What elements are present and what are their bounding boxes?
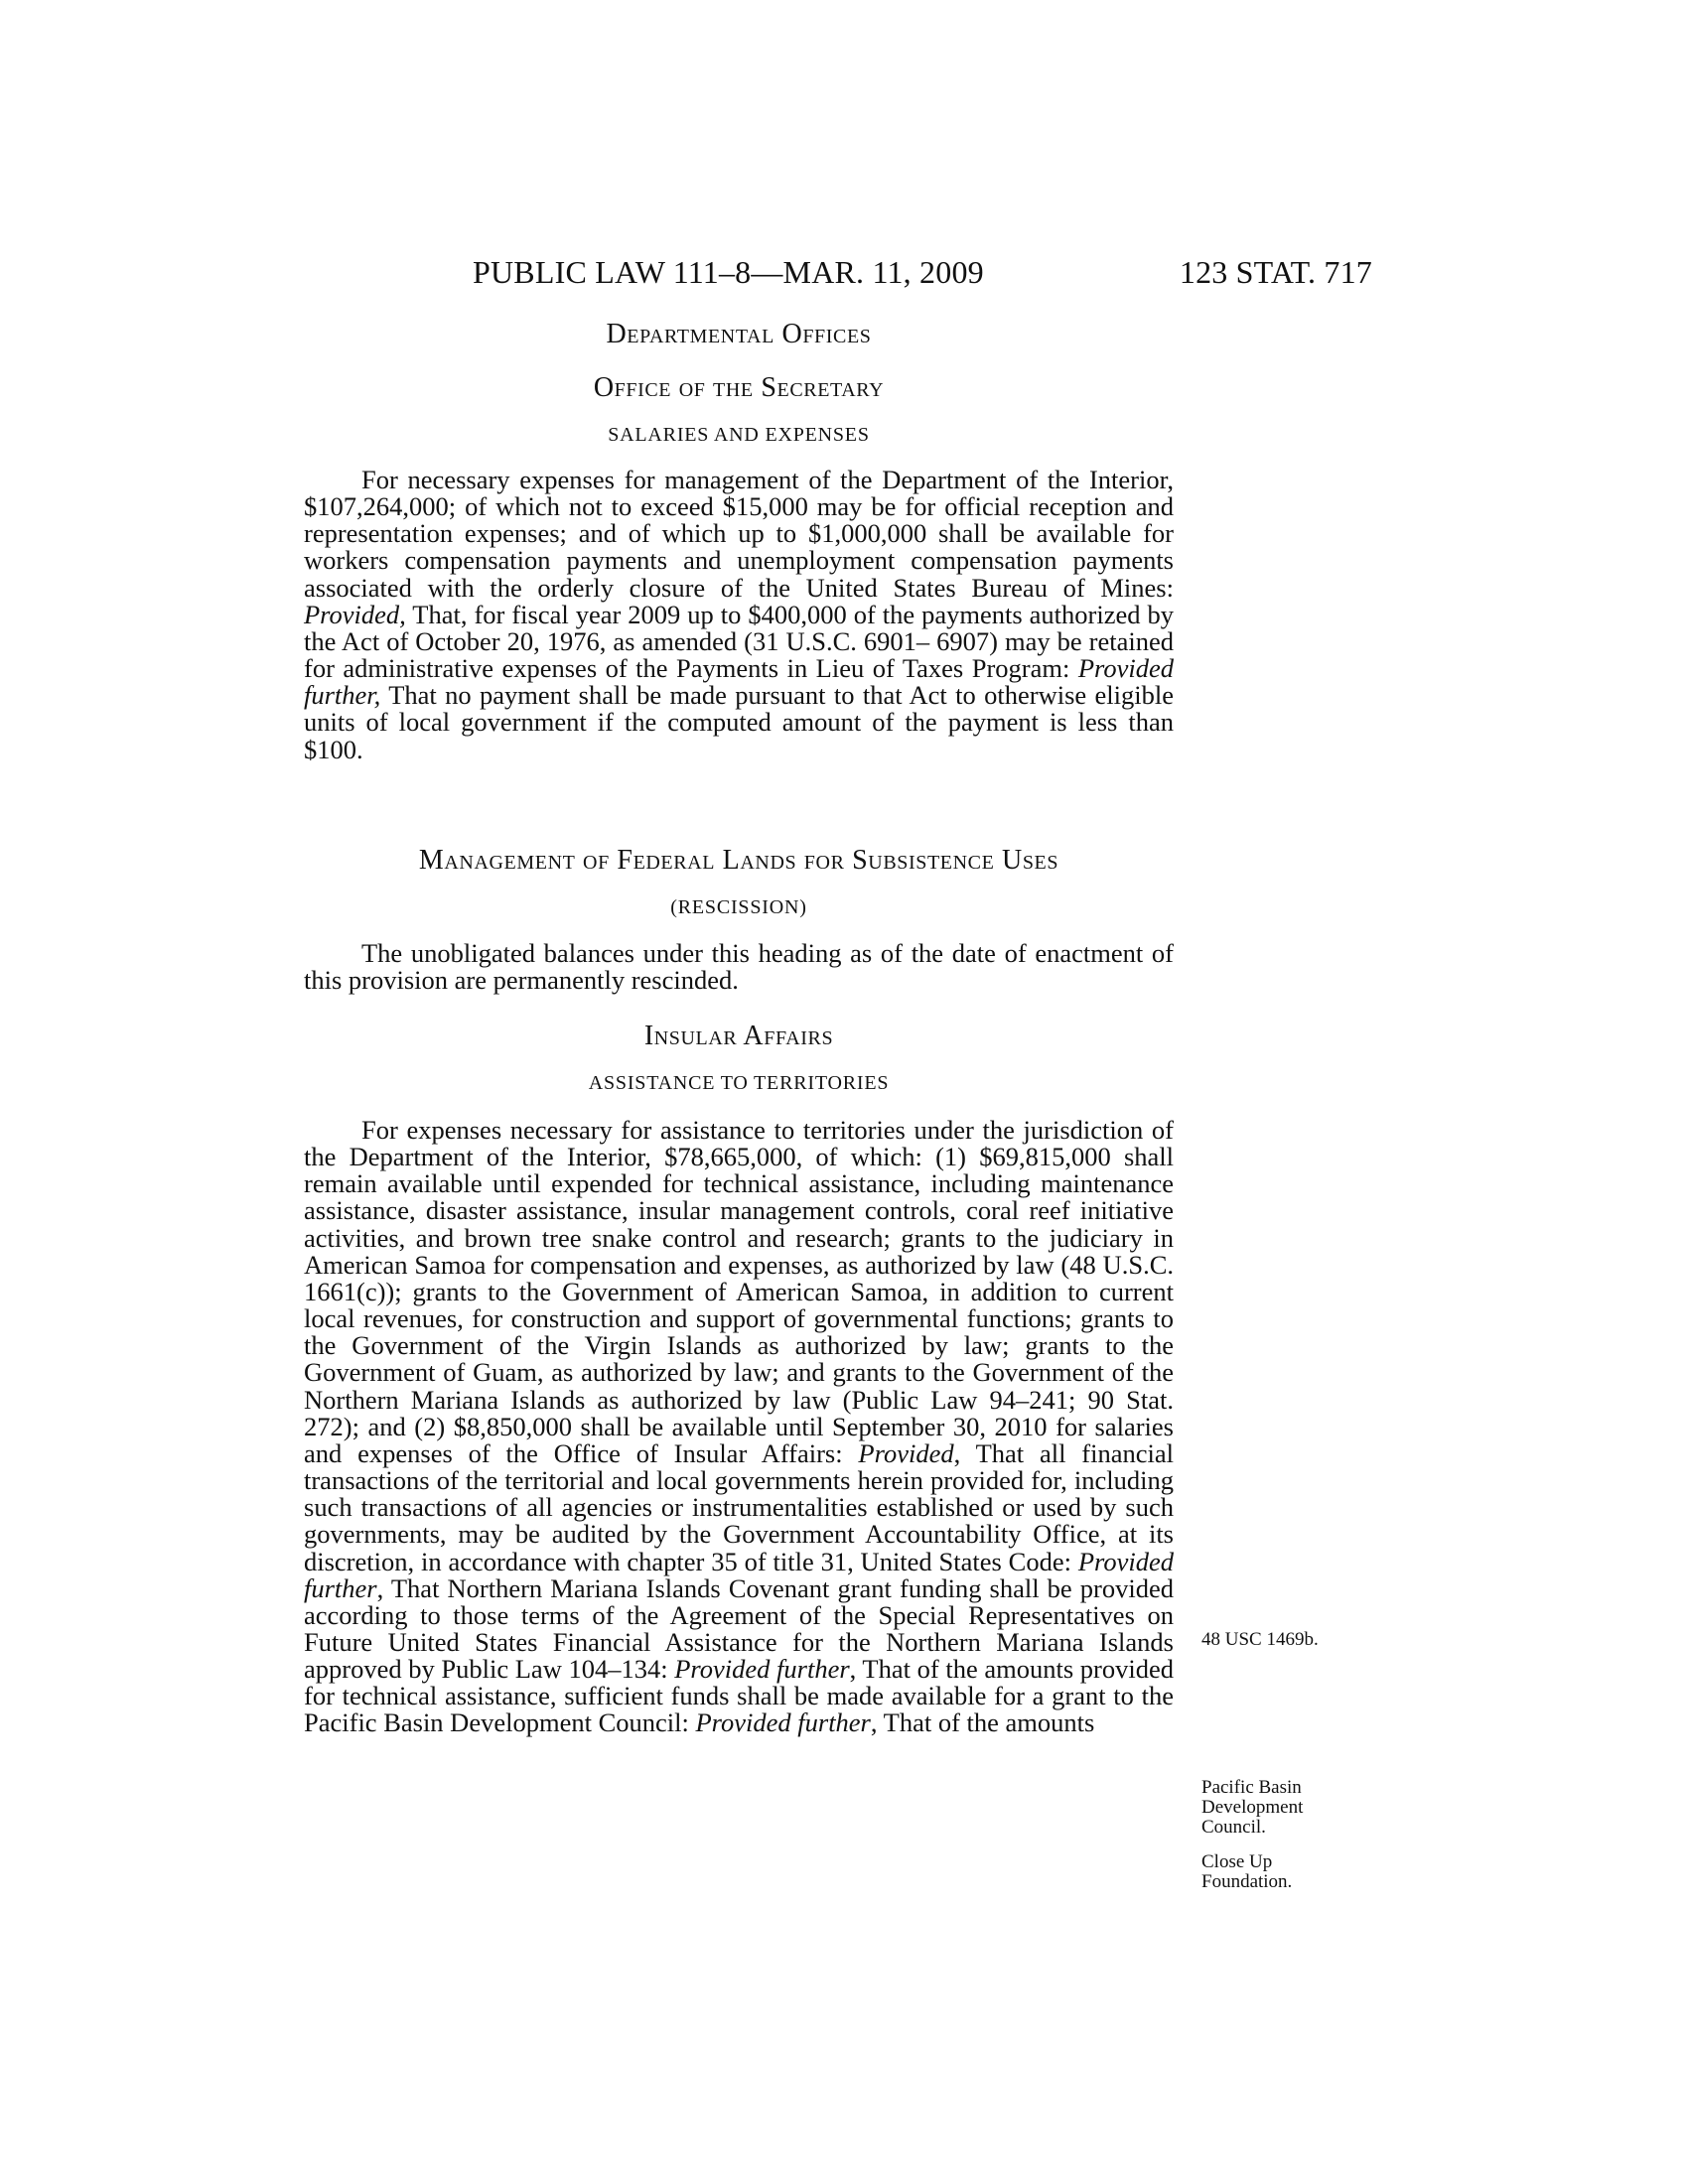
heading-departmental-offices: Departmental Offices	[606, 319, 872, 349]
paragraph-rescission: The unobligated balances under this heading as of the date of enactment of this provision are permanently rescinded.	[304, 938, 1174, 996]
proviso-italic: Provided further	[304, 1546, 1174, 1603]
paragraph-text: , That all financial transactions of the territorial and local governments herein provided for, including such transactions of all agencies or instrumentalities established or used by such governments, may be audited by the Government Accountability Office, at its discretion, in accordance with chapter 35 of title 31, United States Code:	[304, 1437, 1174, 1576]
proviso-italic: Provided	[858, 1437, 954, 1468]
heading-rescission: (RESCISSION)	[670, 896, 807, 918]
heading-salaries-and-expenses: SALARIES AND EXPENSES	[608, 424, 870, 446]
paragraph-text: That no payment shall be made pursuant to that Act to otherwise eligible units of local government if the computed amount of the payment is less than $100.	[304, 680, 1174, 764]
proviso-italic: Provided further	[674, 1654, 850, 1685]
proviso-italic: Provided further,	[304, 653, 1174, 711]
heading-office-of-the-secretary: Office of the Secretary	[593, 372, 885, 403]
paragraph-text: , That of the amounts	[870, 1707, 1095, 1738]
proviso-italic: Provided,	[304, 599, 406, 629]
paragraph-assistance-to-territories	[304, 1117, 1174, 1737]
margin-note-pacific-basin: Pacific Basin Development Council.	[1201, 1777, 1304, 1838]
paragraph-text: That, for fiscal year 2009 up to $400,000 of the payments authorized by the Act of October 20, 1976, as amended (31 U.S.C. 6901– 6907) may be retained for administrative expenses of the Payments in Lieu of Taxes Program:	[304, 599, 1174, 684]
paragraph-salaries-and-expenses	[304, 467, 1174, 763]
paragraph-text: , That Northern Mariana Islands Covenant grant funding shall be provided according to those terms of the Agreement of the Special Representatives on Future United States Financial Assistance for the Northern Mariana Islands approved by Public Law 104–134:	[304, 1572, 1174, 1685]
paragraph-text: , That of the amounts provided for technical assistance, sufficient funds shall be made available for a grant to the Pacific Basin Development Council:	[304, 1654, 1174, 1738]
heading-insular-affairs: Insular Affairs	[643, 1021, 834, 1051]
running-head	[473, 252, 1372, 292]
proviso-italic: Provided further	[695, 1707, 871, 1738]
paragraph-text: For expenses necessary for assistance to territories under the jurisdiction of the Department of the Interior, $78,665,000, of which: (1) $69,815,000 shall remain available until expended for technical assistance, including maintenance assistance, disaster assistance, insular management controls, coral reef initiative activities, and brown tree snake control and research; grants to the judiciary in American Samoa for compensation and expenses, as authorized by law (48 U.S.C. 1661(c)); grants to the Government of American Samoa, in addition to current local revenues, for construction and support of governmental functions; grants to the Government of the Virgin Islands as authorized by law; grants to the Government of Guam, as authorized by law; and grants to the Government of the Northern Mariana Islands as authorized by law (Public Law 94–241; 90 Stat. 272); and (2) $8,850,000 shall be available until September 30, 2010 for salaries and expenses of the Office of Insular Affairs:	[304, 1115, 1174, 1468]
heading-management-of-federal-lands: Management of Federal Lands for Subsistence Uses	[418, 845, 1059, 876]
margin-note-close-up-foundation: Close Up Foundation.	[1201, 1851, 1293, 1892]
margin-note-usc-citation: 48 USC 1469b.	[1201, 1629, 1319, 1650]
public-law-citation: PUBLIC LAW 111–8—MAR. 11, 2009	[473, 254, 984, 290]
statute-page-number: 123 STAT. 717	[1179, 254, 1372, 290]
heading-assistance-to-territories: ASSISTANCE TO TERRITORIES	[588, 1072, 890, 1094]
paragraph-text: For necessary expenses for management of the Department of the Interior, $107,264,000; of which not to exceed $15,000 may be for official reception and representation expenses; and of which up to $1,000,000 shall be available for workers compensation payments and unemployment compensation payments associated with the orderly closure of the United States Bureau of Mines:	[304, 465, 1174, 603]
